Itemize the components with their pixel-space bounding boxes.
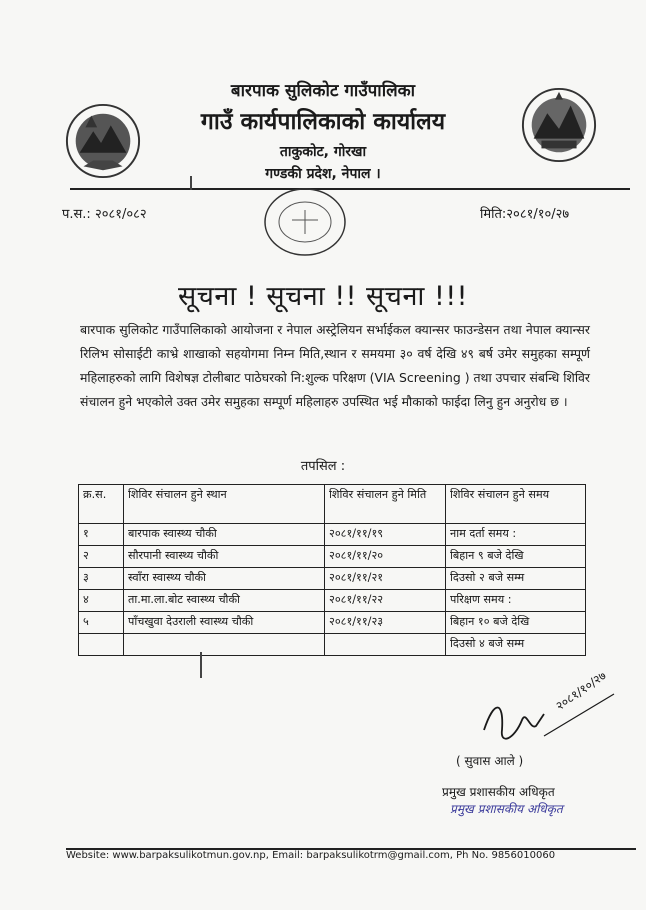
notice-body: बारपाक सुलिकोट गाउँपालिकाको आयोजना र नेपाल अस्ट्रेलियन सर्भाईकल क्यान्सर फाउन्डेसन तथा नेपाल क्यान्सर रिलिभ सोसाईटी काभ्रे शाखाको सहयोगमा निम्न मिति,स्थान र समयमा ३० वर्ष देखि ४९ बर्ष उमेर समुहका सम्पूर्ण महिलाहरुको लागि विशेषज्ञ टोलीबाट पाठेघरको नि:शुल्क परिक्षण (VIA Screening ) तथा उपचार संबन्धि शिविर संचालन हुने भएकोले उक्त उमेर समुहका सम्पूर्ण महिलाहरु उपस्थित भई मौकाको फाईदा लिनु हुन अनुरोध छ । [80,322,590,409]
schedule-table [78,484,586,656]
row-place: बारपाक स्वास्थ्य चौकी [124,524,325,546]
row-sn: २ [79,546,124,568]
office-location: ताकुकोट, गोरखा [279,144,367,160]
header-date: शिविर संचालन हुने मिति [325,485,446,524]
row-sn: ४ [79,590,124,612]
row-place: पाँचखुवा देउराली स्वास्थ्य चौकी [124,612,325,634]
time-line: दिउसो ४ बजे सम्म [446,634,586,656]
row-place: स्वाँरा स्वास्थ्य चौकी [124,568,325,590]
row-date-empty [325,634,446,656]
municipality-name: बारपाक सुलिकोट गाउँपालिका [230,81,416,101]
scan-mark [200,652,202,678]
table-header-row [79,485,586,524]
reference-date: मिति:२०८१/१०/२७ [480,207,570,222]
signer-designation: प्रमुख प्रशासकीय अधिकृत [442,785,555,799]
office-stamp [262,186,348,258]
table-row [79,612,586,634]
office-name: गाउँ कार्यपालिकाको कार्यालय [200,109,446,135]
row-place: ता.मा.ला.बोट स्वास्थ्य चौकी [124,590,325,612]
time-line: परिक्षण समय : [446,590,586,612]
table-row [79,568,586,590]
row-sn: १ [79,524,124,546]
time-line: नाम दर्ता समय : [446,524,586,546]
time-line: दिउसो २ बजे सम्म [446,568,586,590]
header-sn: क्र.स. [79,485,124,524]
row-sn: ३ [79,568,124,590]
time-line: बिहान १० बजे देखि [446,612,586,634]
signer-name: ( सुवास आले ) [456,754,524,768]
row-place-empty [124,634,325,656]
row-date: २०८१/११/२३ [325,612,446,634]
row-sn-empty [79,634,124,656]
scan-mark [190,176,192,190]
row-place: सौरपानी स्वास्थ्य चौकी [124,546,325,568]
row-sn: ५ [79,612,124,634]
designation-stamp: प्रमुख प्रशासकीय अधिकृत [450,802,563,816]
table-row [79,590,586,612]
row-date: २०८१/११/२० [325,546,446,568]
notice-title: सूचना ! सूचना !! सूचना !!! [178,281,468,312]
time-line: बिहान ९ बजे देखि [446,546,586,568]
handwritten-date: २०८१/१०/२७ [553,668,609,714]
table-row [79,634,586,656]
office-province: गण्डकी प्रदेश, नेपाल । [265,166,381,182]
row-date: २०८१/११/२२ [325,590,446,612]
header-place: शिविर संचालन हुने स्थान [124,485,325,524]
row-date: २०८१/११/१९ [325,524,446,546]
header-divider [70,188,630,190]
table-row [79,524,586,546]
handwritten-signature [474,690,624,750]
header-time: शिविर संचालन हुने समय [446,485,586,524]
table-row [79,546,586,568]
footer-contact: Website: www.barpaksulikotmun.gov.np, Email: barpaksulikotrm@gmail.com, Ph No. 9856010060 [66,850,556,861]
row-date: २०८१/११/२१ [325,568,446,590]
reference-number: प.स.: २०८१/०८२ [62,207,147,222]
details-label: तपसिल : [300,459,346,474]
